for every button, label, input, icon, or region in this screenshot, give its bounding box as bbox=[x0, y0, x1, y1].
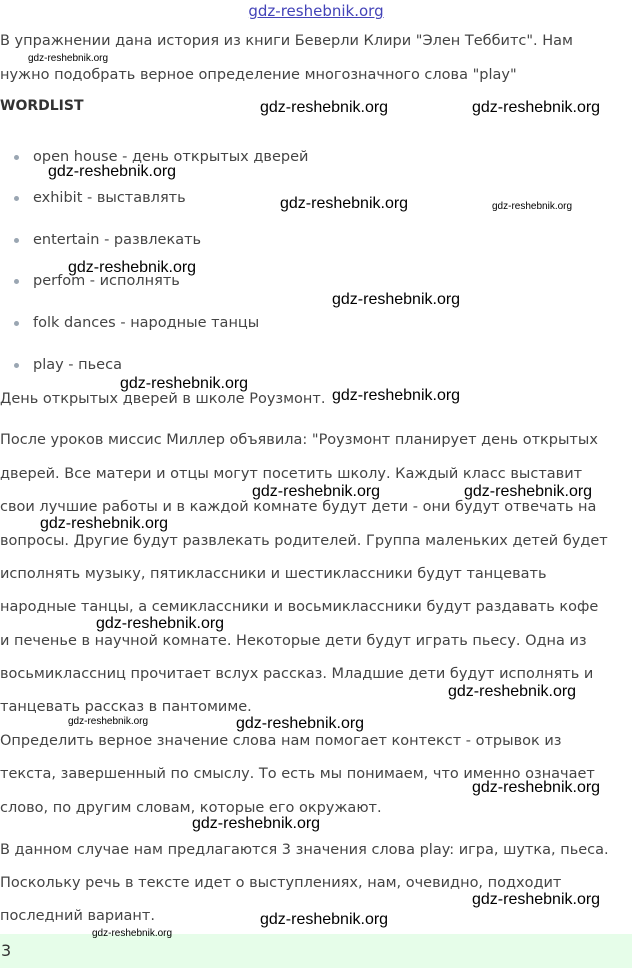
watermark: gdz-reshebnik.org bbox=[40, 515, 169, 532]
watermark: gdz-reshebnik.org bbox=[472, 99, 601, 116]
wordlist-item: play - пьеса bbox=[14, 357, 122, 373]
wordlist-item: open house - день открытых дверей bbox=[14, 149, 308, 165]
bullet-icon bbox=[14, 238, 19, 243]
story-line: После уроков миссис Миллер объявила: "Роузмонт планирует день открытых bbox=[0, 432, 598, 448]
watermark: gdz-reshebnik.org bbox=[92, 928, 173, 939]
bullet-icon bbox=[14, 155, 19, 160]
story-line: и печенье в научной комнате. Некоторые дети будут играть пьесу. Одна из bbox=[0, 633, 587, 649]
watermark: gdz-reshebnik.org bbox=[448, 683, 577, 700]
watermark: gdz-reshebnik.org bbox=[192, 815, 321, 832]
explanation-line: слово, по другим словам, которые его окружают. bbox=[0, 800, 382, 816]
intro-line-2: нужно подобрать верное определение многозначного слова "play" bbox=[0, 67, 517, 83]
explanation-line: последний вариант. bbox=[0, 908, 155, 924]
story-line: танцевать рассказ в пантомиме. bbox=[0, 699, 252, 715]
watermark: gdz-reshebnik.org bbox=[260, 911, 389, 928]
watermark: gdz-reshebnik.org bbox=[252, 483, 381, 500]
story-line: народные танцы, а семиклассники и восьмиклассники будут раздавать кофе bbox=[0, 599, 599, 615]
story-title: День открытых дверей в школе Роузмонт. bbox=[0, 391, 326, 407]
bullet-icon bbox=[14, 196, 19, 201]
watermark: gdz-reshebnik.org bbox=[68, 259, 197, 276]
story-line: дверей. Все матери и отцы могут посетить школу. Каждый класс выставит bbox=[0, 466, 583, 482]
watermark: gdz-reshebnik.org bbox=[68, 716, 149, 727]
wordlist-item: entertain - развлекать bbox=[14, 232, 201, 248]
watermark: gdz-reshebnik.org bbox=[280, 195, 409, 212]
bullet-icon bbox=[14, 363, 19, 368]
story-line: восьмиклассниц прочитает вслух рассказ. Младшие дети будут исполнять и bbox=[0, 666, 594, 682]
explanation-line: Поскольку речь в тексте идет о выступлениях, нам, очевидно, подходит bbox=[0, 875, 562, 891]
watermark: gdz-reshebnik.org bbox=[472, 891, 601, 908]
watermark: gdz-reshebnik.org bbox=[28, 53, 109, 64]
watermark: gdz-reshebnik.org bbox=[236, 715, 365, 732]
wordlist-item: folk dances - народные танцы bbox=[14, 315, 259, 331]
explanation-line: текста, завершенный по смыслу. То есть мы понимаем, что именно означает bbox=[0, 766, 595, 782]
site-header-link[interactable]: gdz-reshebnik.org bbox=[248, 2, 384, 20]
watermark: gdz-reshebnik.org bbox=[96, 615, 225, 632]
watermark: gdz-reshebnik.org bbox=[332, 387, 461, 404]
watermark: gdz-reshebnik.org bbox=[260, 99, 389, 116]
explanation-line: В данном случае нам предлагаются 3 значения слова play: игра, шутка, пьеса. bbox=[0, 842, 609, 858]
answer-value: 3 bbox=[1, 941, 12, 960]
wordlist-heading: WORDLIST bbox=[0, 98, 84, 114]
answer-box bbox=[0, 934, 632, 968]
story-line: свои лучшие работы и в каждой комнате будут дети - они будут отвечать на bbox=[0, 499, 597, 515]
watermark: gdz-reshebnik.org bbox=[332, 291, 461, 308]
watermark: gdz-reshebnik.org bbox=[472, 779, 601, 796]
bullet-icon bbox=[14, 279, 19, 284]
wordlist-item: perfom - исполнять bbox=[14, 273, 180, 289]
explanation-line: Определить верное значение слова нам помогает контекст - отрывок из bbox=[0, 733, 562, 749]
watermark: gdz-reshebnik.org bbox=[492, 201, 573, 212]
watermark: gdz-reshebnik.org bbox=[464, 483, 593, 500]
wordlist-item: exhibit - выставлять bbox=[14, 190, 186, 206]
bullet-icon bbox=[14, 321, 19, 326]
watermark: gdz-reshebnik.org bbox=[48, 163, 177, 180]
story-line: исполнять музыку, пятиклассники и шестиклассники будут танцевать bbox=[0, 566, 547, 582]
story-line: вопросы. Другие будут развлекать родителей. Группа маленьких детей будет bbox=[0, 533, 608, 549]
watermark: gdz-reshebnik.org bbox=[120, 375, 249, 392]
intro-line-1: В упражнении дана история из книги Беверли Клири "Элен Теббитс". Нам bbox=[0, 33, 573, 49]
